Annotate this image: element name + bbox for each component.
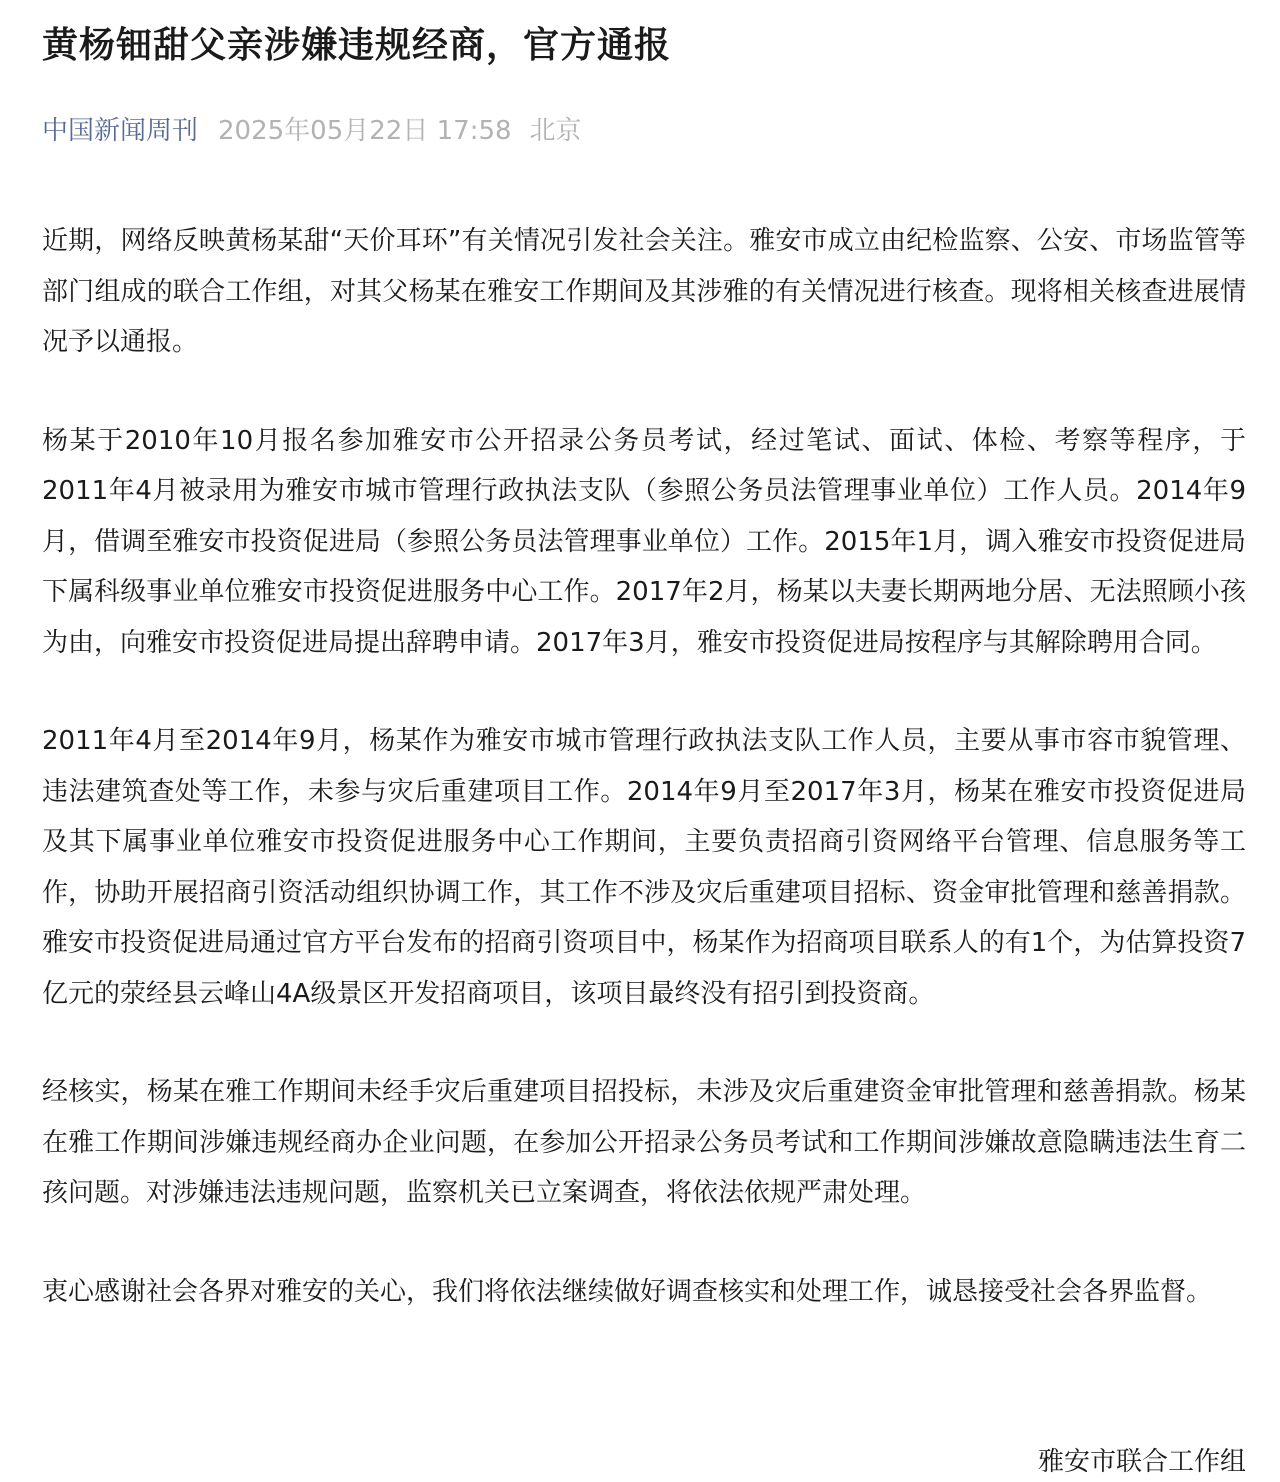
- source-link[interactable]: 中国新闻周刊: [42, 116, 199, 146]
- signature: 雅安市联合工作组: [1037, 1447, 1246, 1477]
- paragraph-employment-history: 杨某于2010年10月报名参加雅安市公开招录公务员考试，经过笔试、面试、体检、考察等程序，于2011年4月被录用为雅安市城市管理行政执法支队（参照公务员法管理事业单位）工作人员。2014年9月，借调至雅安市投资促进局（参照公务员法管理事业单位）工作。2015年1月，调入雅安市投资促进局下属科级事业单位雅安市投资促进服务中心工作。2017年2月，杨某以夫妻长期两地分居、无法照顾小孩为由，向雅安市投资促进局提出辞聘申请。2017年3月，雅安市投资促进局按程序与其解除聘用合同。: [42, 425, 1246, 658]
- article-title: 黄杨钿甜父亲涉嫌违规经商，官方通报: [42, 25, 672, 66]
- paragraph-intro: 近期，网络反映黄杨某甜“天价耳环”有关情况引发社会关注。雅安市成立由纪检监察、公安、市场监管等部门组成的联合工作组，对其父杨某在雅安工作期间及其涉雅的有关情况进行核查。现将相关核查进展情况予以通报。: [42, 226, 1246, 357]
- article-meta: [42, 114, 1246, 148]
- article: [42, 0, 1246, 1365]
- paragraph-closing: 衷心感谢社会各界对雅安的关心，我们将依法继续做好调查核实和处理工作，诚恳接受社会各界监督。: [42, 1276, 1213, 1307]
- paragraph-work-duties: 2011年4月至2014年9月，杨某作为雅安市城市管理行政执法支队工作人员，主要从事市容市貌管理、违法建筑查处等工作，未参与灾后重建项目工作。2014年9月至2017年3月，杨某在雅安市投资促进局及其下属事业单位雅安市投资促进服务中心工作期间，主要负责招商引资网络平台管理、信息服务等工作，协助开展招商引资活动组织协调工作，其工作不涉及灾后重建项目招标、资金审批管理和慈善捐款。雅安市投资促进局通过官方平台发布的招商引资项目中，杨某作为招商项目联系人的有1个，为估算投资7亿元的荥经县云峰山4A级景区开发招商项目，该项目最终没有招引到投资商。: [42, 726, 1246, 1009]
- publish-date: 2025年05月22日 17:58: [218, 116, 512, 146]
- paragraph-findings: 经核实，杨某在雅工作期间未经手灾后重建项目招投标，未涉及灾后重建资金审批管理和慈善捐款。杨某在雅工作期间涉嫌违规经商办企业问题，在参加公开招录公务员考试和工作期间涉嫌故意隐瞒违法生育二孩问题。对涉嫌违法违规问题，监察机关已立案调查，将依法依规严肃处理。: [42, 1077, 1246, 1208]
- article-body: [42, 216, 1246, 1317]
- publish-location: 北京: [529, 116, 582, 146]
